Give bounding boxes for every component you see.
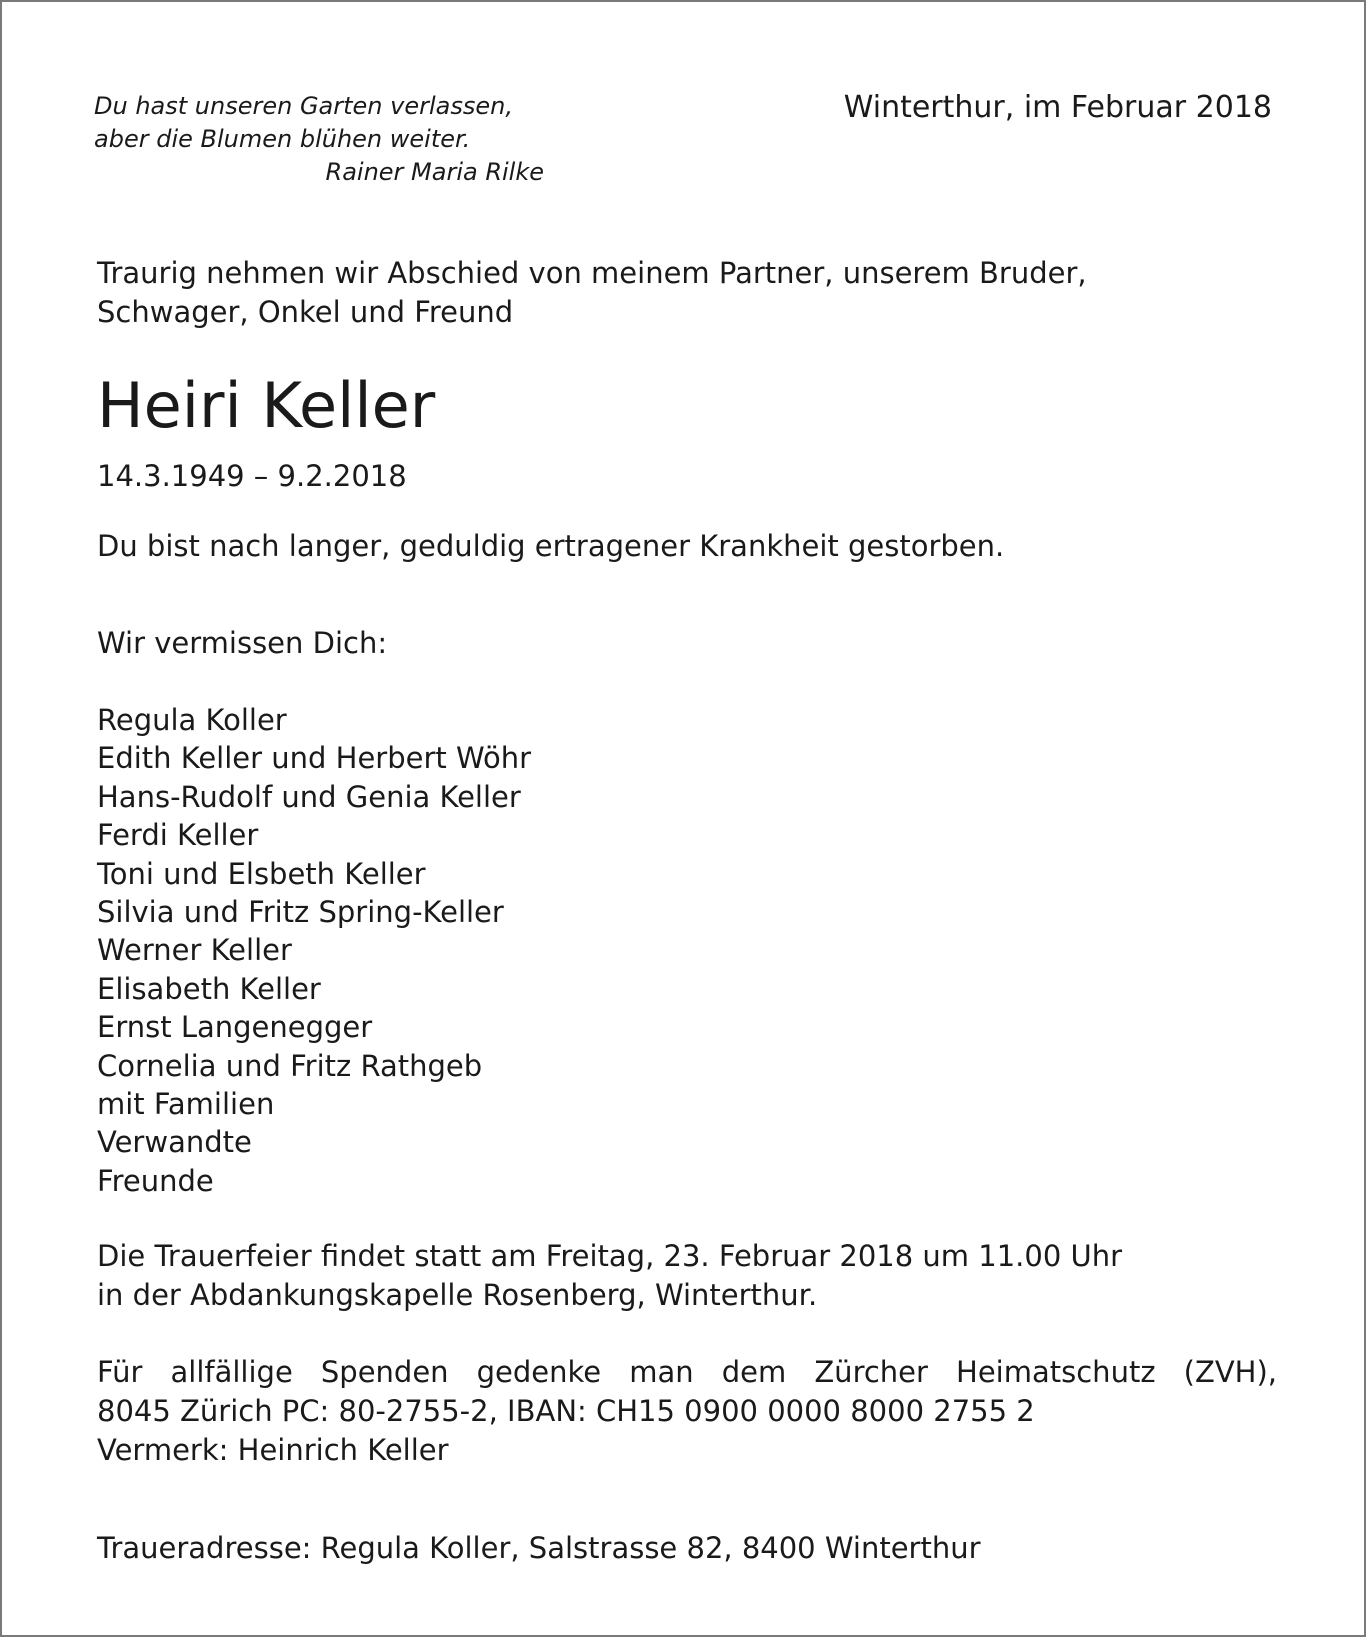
mourner-item: Verwandte <box>97 1125 252 1160</box>
intro-line-2: Schwager, Onkel und Freund <box>97 295 514 329</box>
message-text: Du bist nach langer, geduldig ertragener Krankheit gestorben. <box>97 529 1005 563</box>
service-line-1: Die Trauerfeier findet statt am Freitag, 23. Februar 2018 um 11.00 Uhr <box>97 1239 1123 1273</box>
motto-author: Rainer Maria Rilke <box>325 158 544 186</box>
mourner-item: Elisabeth Keller <box>97 971 321 1006</box>
mourner-item: Toni und Elsbeth Keller <box>97 856 426 891</box>
mourner-item: Cornelia und Fritz Rathgeb <box>97 1048 483 1083</box>
deceased-dates: 14.3.1949 – 9.2.2018 <box>97 459 407 493</box>
mourning-address: Traueradresse: Regula Koller, Salstrasse 82, 8400 Winterthur <box>97 1531 981 1565</box>
mourner-item: Regula Koller <box>97 703 287 737</box>
donation-line-1: Für allfällige Spenden gedenke man dem Zürcher Heimatschutz (ZVH), <box>97 1355 1277 1389</box>
donation-info <box>97 1353 1277 1470</box>
service-line-2: in der Abdankungskapelle Rosenberg, Winterthur. <box>97 1278 818 1312</box>
mourner-item: Werner Keller <box>97 933 292 968</box>
mourners-heading: Wir vermissen Dich: <box>97 626 388 660</box>
mourner-item: Ferdi Keller <box>97 818 259 853</box>
mourner-item: Edith Keller und Herbert Wöhr <box>97 741 532 776</box>
place-date: Winterthur, im Februar 2018 <box>843 90 1272 125</box>
service-info <box>97 1237 1277 1315</box>
mourner-item: Hans-Rudolf und Genia Keller <box>97 779 521 814</box>
donation-line-2: 8045 Zürich PC: 80-2755-2, IBAN: CH15 0900 0000 8000 2755 2 <box>97 1394 1035 1428</box>
mourner-item: Freunde <box>97 1163 214 1198</box>
mourner-item: Silvia und Fritz Spring-Keller <box>97 895 504 930</box>
mourner-item: mit Familien <box>97 1087 275 1122</box>
mourner-item: Ernst Langenegger <box>97 1010 373 1045</box>
motto-quote <box>94 90 544 189</box>
deceased-name: Heiri Keller <box>97 369 436 442</box>
motto-line-1: Du hast unseren Garten verlassen, <box>94 92 513 120</box>
intro-line-1: Traurig nehmen wir Abschied von meinem Partner, unserem Bruder, <box>97 256 1087 290</box>
intro-text <box>97 254 1297 332</box>
mourners-list <box>97 701 531 1200</box>
motto-line-2: aber die Blumen blühen weiter. <box>94 125 471 153</box>
donation-line-3: Vermerk: Heinrich Keller <box>97 1433 449 1467</box>
